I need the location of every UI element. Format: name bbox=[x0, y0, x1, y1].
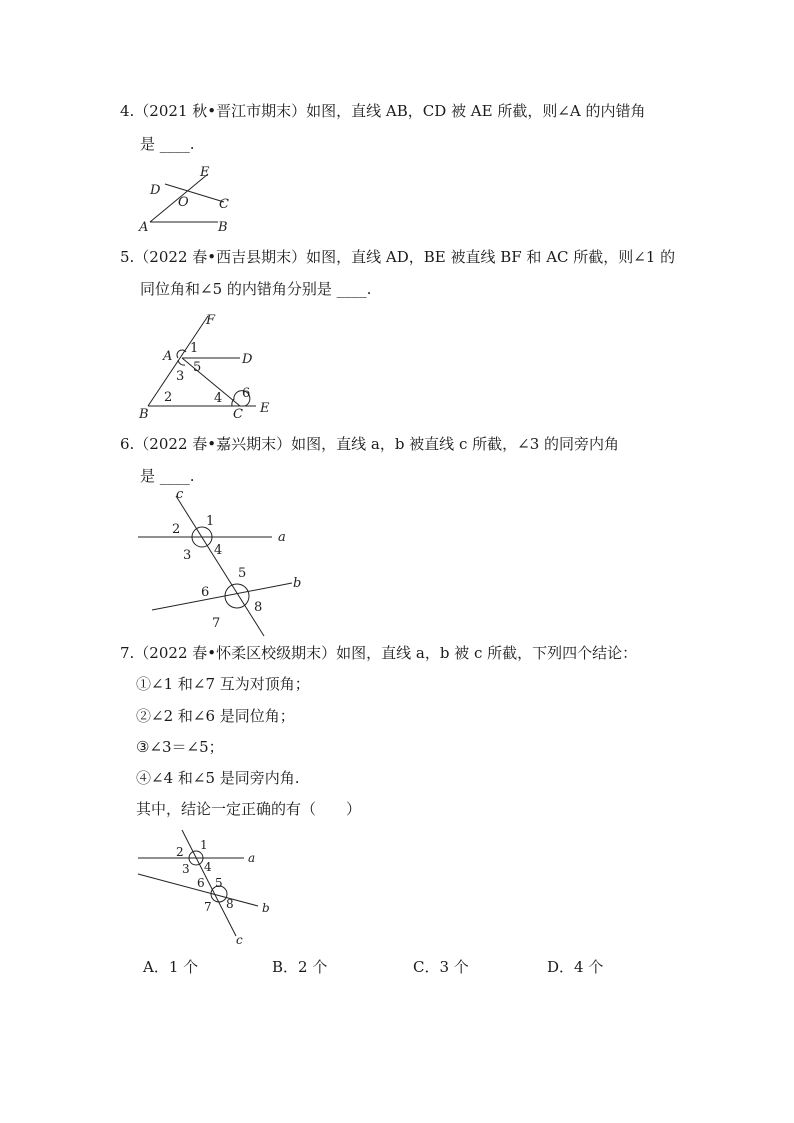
label-b: b bbox=[262, 901, 270, 915]
problem-4-figure bbox=[130, 160, 250, 244]
arc-3 bbox=[178, 360, 185, 365]
problem-4-text-line1: 4.（2021 秋•晋江市期末）如图，直线 AB，CD 被 AE 所截，则∠A 的内错角 bbox=[120, 102, 646, 120]
label-2: 2 bbox=[176, 845, 184, 859]
label-4: 4 bbox=[214, 391, 223, 406]
label-B: B bbox=[139, 407, 149, 420]
label-5: 5 bbox=[215, 876, 223, 890]
label-4: 4 bbox=[214, 543, 223, 558]
label-1: 1 bbox=[200, 838, 208, 852]
label-D: D bbox=[150, 183, 161, 198]
statement-4: ④∠4 和∠5 是同旁内角. bbox=[136, 769, 300, 787]
label-3: 3 bbox=[182, 862, 190, 876]
choice-d[interactable]: D．4 个 bbox=[547, 958, 604, 976]
label-4: 4 bbox=[204, 860, 212, 874]
arc-1 bbox=[177, 350, 186, 358]
label-2: 2 bbox=[172, 522, 181, 537]
label-a: a bbox=[248, 851, 256, 865]
label-E: E bbox=[260, 401, 270, 416]
problem-7-text-line1: 7.（2022 春•怀柔区校级期末）如图，直线 a，b 被 c 所截，下列四个结论： bbox=[120, 644, 638, 662]
label-7: 7 bbox=[212, 616, 221, 631]
label-7: 7 bbox=[204, 900, 212, 914]
label-O: O bbox=[178, 195, 189, 210]
label-E: E bbox=[200, 165, 210, 180]
label-b: b bbox=[293, 576, 302, 591]
label-6: 6 bbox=[197, 876, 205, 890]
label-c: c bbox=[236, 933, 243, 947]
line-b bbox=[152, 583, 292, 610]
line-AC bbox=[182, 358, 240, 406]
problem-6-figure bbox=[130, 486, 310, 642]
label-6: 6 bbox=[201, 585, 210, 600]
choice-b[interactable]: B．2 个 bbox=[272, 958, 328, 976]
label-A: A bbox=[139, 220, 149, 235]
label-2: 2 bbox=[164, 390, 173, 405]
statement-1: ①∠1 和∠7 互为对顶角； bbox=[136, 675, 310, 693]
problem-6-text-line1: 6.（2022 春•嘉兴期末）如图，直线 a，b 被直线 c 所截，∠3 的同旁内角 bbox=[120, 435, 620, 453]
label-5: 5 bbox=[193, 360, 202, 375]
label-8: 8 bbox=[226, 897, 234, 911]
line-c bbox=[182, 830, 236, 936]
problem-4-text-line2: 是 ____. bbox=[140, 135, 195, 153]
label-C: C bbox=[233, 407, 243, 420]
statement-3: ③∠3＝∠5； bbox=[136, 738, 224, 756]
label-a: a bbox=[278, 530, 286, 545]
label-5: 5 bbox=[238, 566, 247, 581]
label-C: C bbox=[219, 197, 229, 212]
label-3: 3 bbox=[183, 548, 192, 563]
problem-7-figure bbox=[130, 826, 280, 952]
label-F: F bbox=[206, 313, 216, 328]
problem-5-figure bbox=[130, 308, 280, 424]
problem-5-text-line1: 5.（2022 春•西吉县期末）如图，直线 AD，BE 被直线 BF 和 AC 所截，则∠1 的 bbox=[120, 248, 676, 266]
label-8: 8 bbox=[254, 600, 263, 615]
label-1: 1 bbox=[206, 514, 215, 529]
label-c: c bbox=[176, 487, 184, 502]
angle-marks-bottom bbox=[225, 584, 249, 608]
label-A: A bbox=[163, 349, 173, 364]
problem-6-text-line2: 是 ____. bbox=[140, 467, 195, 485]
choice-a[interactable]: A．1 个 bbox=[143, 958, 199, 976]
line-c bbox=[176, 496, 264, 636]
label-6: 6 bbox=[242, 386, 251, 401]
label-1: 1 bbox=[190, 341, 199, 356]
label-3: 3 bbox=[176, 369, 185, 384]
choice-c[interactable]: C．3 个 bbox=[413, 958, 469, 976]
label-D: D bbox=[242, 352, 253, 367]
label-B: B bbox=[218, 220, 228, 235]
statement-2: ②∠2 和∠6 是同位角； bbox=[136, 707, 295, 725]
problem-5-text-line2: 同位角和∠5 的内错角分别是 ____. bbox=[140, 280, 372, 298]
line-DC bbox=[165, 184, 224, 202]
question-text: 其中，结论一定正确的有（ ） bbox=[136, 800, 362, 818]
